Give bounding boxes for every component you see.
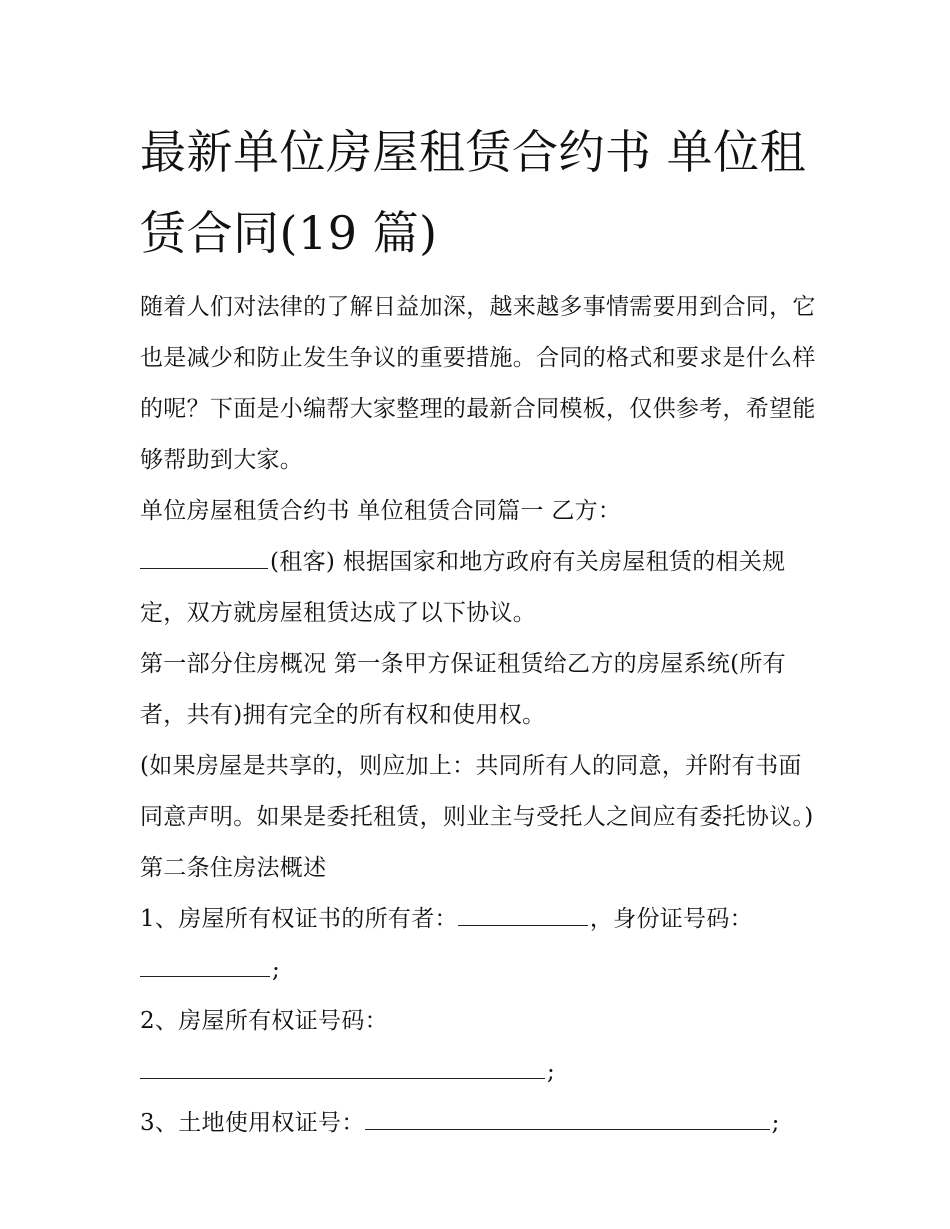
item3-paragraph (140, 1098, 820, 1149)
item2-end: ; (547, 1059, 556, 1085)
item1-label: 1、房屋所有权证书的所有者： (140, 906, 458, 932)
document-title: 最新单位房屋租赁合约书 单位租赁合同(19 篇) (140, 125, 807, 260)
owner-id-blank (140, 956, 270, 977)
item1-mid-text: ，身份证号码： (589, 906, 753, 932)
owner-name-blank (458, 905, 588, 926)
intro-paragraph: 随着人们对法律的了解日益加深，越来越多事情需要用到合同，它也是减少和防止发生争议的重要措施。合同的格式和要求是什么样的呢？下面是小编帮大家整理的最新合同模板，仅供参考，希望能够帮助到大家。 (140, 294, 816, 473)
item3-label: 3、土地使用权证号： (140, 1110, 365, 1136)
document-page (140, 112, 820, 1149)
item3-end: ; (771, 1110, 780, 1136)
section1-heading: 单位房屋租赁合约书 单位租赁合同篇一 乙方： (140, 498, 622, 524)
item1-end: ; (272, 957, 281, 983)
land-cert-blank (365, 1109, 770, 1130)
item2-paragraph (140, 996, 820, 1098)
tenant-suffix-text: (租客) 根据国家和地方政府有关房屋租赁的相关规定，双方就房屋租赁达成了以下协议。 (140, 549, 786, 626)
document-body (140, 282, 820, 1149)
tenant-paragraph (140, 537, 820, 639)
note-paragraph: (如果房屋是共享的，则应加上：共同所有人的同意，并附有书面同意声明。如果是委托租赁，则业主与受托人之间应有委托协议。) 第二条住房法概述 (140, 753, 814, 881)
part1-paragraph: 第一部分住房概况 第一条甲方保证租赁给乙方的房屋系统(所有者，共有)拥有完全的所有权和使用权。 (140, 651, 786, 728)
item1-paragraph (140, 894, 820, 996)
ownership-cert-blank (140, 1058, 545, 1079)
tenant-name-blank (140, 548, 268, 569)
item2-label: 2、房屋所有权证号码： (140, 1008, 388, 1034)
